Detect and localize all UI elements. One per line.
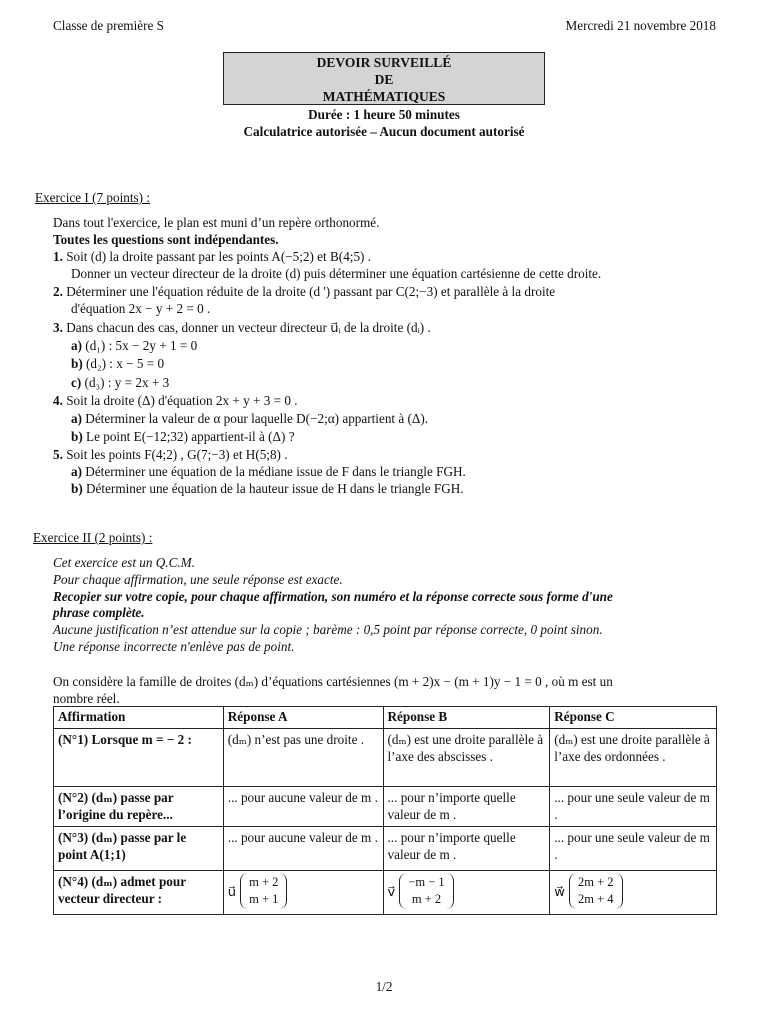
q5-a-label: a) xyxy=(71,464,82,479)
vector-w-coords xyxy=(569,873,623,909)
header-answer-b: Réponse B xyxy=(383,707,550,729)
q3-c-label: c) xyxy=(71,375,82,390)
table-row xyxy=(54,871,717,915)
vector-u-bottom: m + 1 xyxy=(249,892,279,906)
q5-b xyxy=(71,480,464,497)
q2-num: 2. xyxy=(53,284,63,299)
q3-c-text: (d₃) : y = 2x + 3 xyxy=(84,375,170,390)
vector-w xyxy=(554,873,622,909)
q3-b-label: b) xyxy=(71,356,83,371)
ex2-l1: Cet exercice est un Q.C.M. xyxy=(53,555,195,570)
table-header-row xyxy=(54,707,717,729)
q5 xyxy=(53,446,288,463)
q1-line2: Donner un vecteur directeur de la droite (d) puis déterminer une équation cartésienne de cette droite. xyxy=(71,266,602,281)
answer-2a: ... pour aucune valeur de m . xyxy=(223,787,383,827)
q4-b-text: Le point E(−12;32) appartient-il à (Δ) ? xyxy=(86,429,295,444)
answer-4b xyxy=(383,871,550,915)
q2-line1: Déterminer une l'équation réduite de la droite (d ') passant par C(2;−3) et parallèle à la droite xyxy=(66,284,556,299)
title-line-3: MATHÉMATIQUES xyxy=(322,89,446,104)
vector-v-bottom: m + 2 xyxy=(411,892,442,906)
q1-line1: Soit (d) la droite passant par les points A(−5;2) et B(4;5) . xyxy=(66,249,372,264)
q4-a-label: a) xyxy=(71,411,82,426)
ex2-l3: Recopier sur votre copie, pour chaque affirmation, son numéro et la réponse correcte sous forme d'une xyxy=(53,589,613,604)
q4-b xyxy=(71,428,295,445)
ex2-l2: Pour chaque affirmation, une seule réponse est exacte. xyxy=(53,572,343,587)
family-line1: On considère la famille de droites (dₘ) d’équations cartésiennes (m + 2)x − (m + 1)y − 1 = 0 , où m est un xyxy=(53,674,613,689)
q5-line1: Soit les points F(4;2) , G(7;−3) et H(5;8) . xyxy=(66,447,288,462)
answer-1c: (dₘ) est une droite parallèle à l’axe des ordonnées . xyxy=(550,729,717,787)
q2-line2: d'équation 2x − y + 2 = 0 . xyxy=(71,301,211,316)
q4-line1: Soit la droite (Δ) d'équation 2x + y + 3 = 0 . xyxy=(66,393,298,408)
header-answer-c: Réponse C xyxy=(550,707,717,729)
conditions: Calculatrice autorisée – Aucun document autorisé xyxy=(243,124,525,139)
vector-v xyxy=(388,873,454,909)
q3-line1: Dans chacun des cas, donner un vecteur directeur u⃗ᵢ de la droite (dᵢ) . xyxy=(66,320,431,335)
q5-b-text: Déterminer une équation de la hauteur issue de H dans le triangle FGH. xyxy=(86,481,464,496)
vector-w-bottom: 2m + 4 xyxy=(578,892,614,906)
q4-num: 4. xyxy=(53,393,63,408)
ex1-heading: Exercice I (7 points) : xyxy=(35,190,150,205)
answer-4c xyxy=(550,871,717,915)
q3 xyxy=(53,319,431,336)
vector-w-label: w⃗ xyxy=(554,883,566,899)
vector-w-top: 2m + 2 xyxy=(578,875,614,889)
qcm-table xyxy=(53,706,717,915)
vector-v-label: v⃗ xyxy=(387,883,396,899)
header-answer-a: Réponse A xyxy=(223,707,383,729)
answer-3b: ... pour n’importe quelle valeur de m . xyxy=(383,827,550,871)
q3-b xyxy=(71,355,164,372)
q4 xyxy=(53,392,298,409)
q4-a-text: Déterminer la valeur de α pour laquelle D(−2;α) appartient à (Δ). xyxy=(85,411,429,426)
page-number: 1/2 xyxy=(375,979,393,994)
class-label: Classe de première S xyxy=(53,18,164,33)
family-line2: nombre réel. xyxy=(53,691,120,706)
answer-2b: ... pour n’importe quelle valeur de m . xyxy=(383,787,550,827)
affirmation-2: (N°2) (dₘ) passe par l’origine du repère... xyxy=(54,787,224,827)
title-line-2: DE xyxy=(374,72,394,87)
answer-2c: ... pour une seule valeur de m . xyxy=(550,787,717,827)
vector-u-coords xyxy=(240,873,287,909)
ex2-heading: Exercice II (2 points) : xyxy=(33,530,153,545)
q1-num: 1. xyxy=(53,249,63,264)
answer-4a xyxy=(223,871,383,915)
q2 xyxy=(53,283,555,300)
affirmation-3: (N°3) (dₘ) passe par le point A(1;1) xyxy=(54,827,224,871)
ex2-l4: phrase complète. xyxy=(53,605,145,620)
table-row xyxy=(54,729,717,787)
vector-v-coords xyxy=(399,873,453,909)
affirmation-4: (N°4) (dₘ) admet pour vecteur directeur : xyxy=(54,871,224,915)
title-box xyxy=(223,52,545,105)
q3-c xyxy=(71,374,169,391)
table-row xyxy=(54,787,717,827)
q5-a-text: Déterminer une équation de la médiane issue de F dans le triangle FGH. xyxy=(85,464,466,479)
q5-b-label: b) xyxy=(71,481,83,496)
q3-num: 3. xyxy=(53,320,63,335)
header-affirmation: Affirmation xyxy=(54,707,224,729)
answer-1a: (dₘ) n’est pas une droite . xyxy=(223,729,383,787)
answer-3a: ... pour aucune valeur de m . xyxy=(223,827,383,871)
vector-v-top: −m − 1 xyxy=(408,875,445,889)
q3-b-text: (d₂) : x − 5 = 0 xyxy=(86,356,165,371)
ex2-l6: Une réponse incorrecte n'enlève pas de point. xyxy=(53,639,295,654)
vector-u xyxy=(228,873,288,909)
q5-a xyxy=(71,463,466,480)
title-line-1: DEVOIR SURVEILLÉ xyxy=(316,55,452,70)
q1 xyxy=(53,248,371,265)
vector-u-top: m + 2 xyxy=(249,875,279,889)
answer-3c: ... pour une seule valeur de m . xyxy=(550,827,717,871)
q5-num: 5. xyxy=(53,447,63,462)
q4-b-label: b) xyxy=(71,429,83,444)
table-row xyxy=(54,827,717,871)
duration: Durée : 1 heure 50 minutes xyxy=(308,107,460,122)
ex1-intro: Dans tout l'exercice, le plan est muni d’un repère orthonormé. xyxy=(53,215,380,230)
vector-u-label: u⃗ xyxy=(227,883,237,899)
date-label: Mercredi 21 novembre 2018 xyxy=(565,18,716,33)
q3-a xyxy=(71,337,197,354)
answer-1b: (dₘ) est une droite parallèle à l’axe des abscisses . xyxy=(383,729,550,787)
q4-a xyxy=(71,410,428,427)
affirmation-1: (N°1) Lorsque m = − 2 : xyxy=(54,729,224,787)
ex1-independent: Toutes les questions sont indépendantes. xyxy=(53,232,279,247)
q3-a-text: (d₁) : 5x − 2y + 1 = 0 xyxy=(85,338,198,353)
ex2-l5: Aucune justification n’est attendue sur la copie ; barème : 0,5 point par réponse correcte, 0 point sinon. xyxy=(53,622,603,637)
q3-a-label: a) xyxy=(71,338,82,353)
